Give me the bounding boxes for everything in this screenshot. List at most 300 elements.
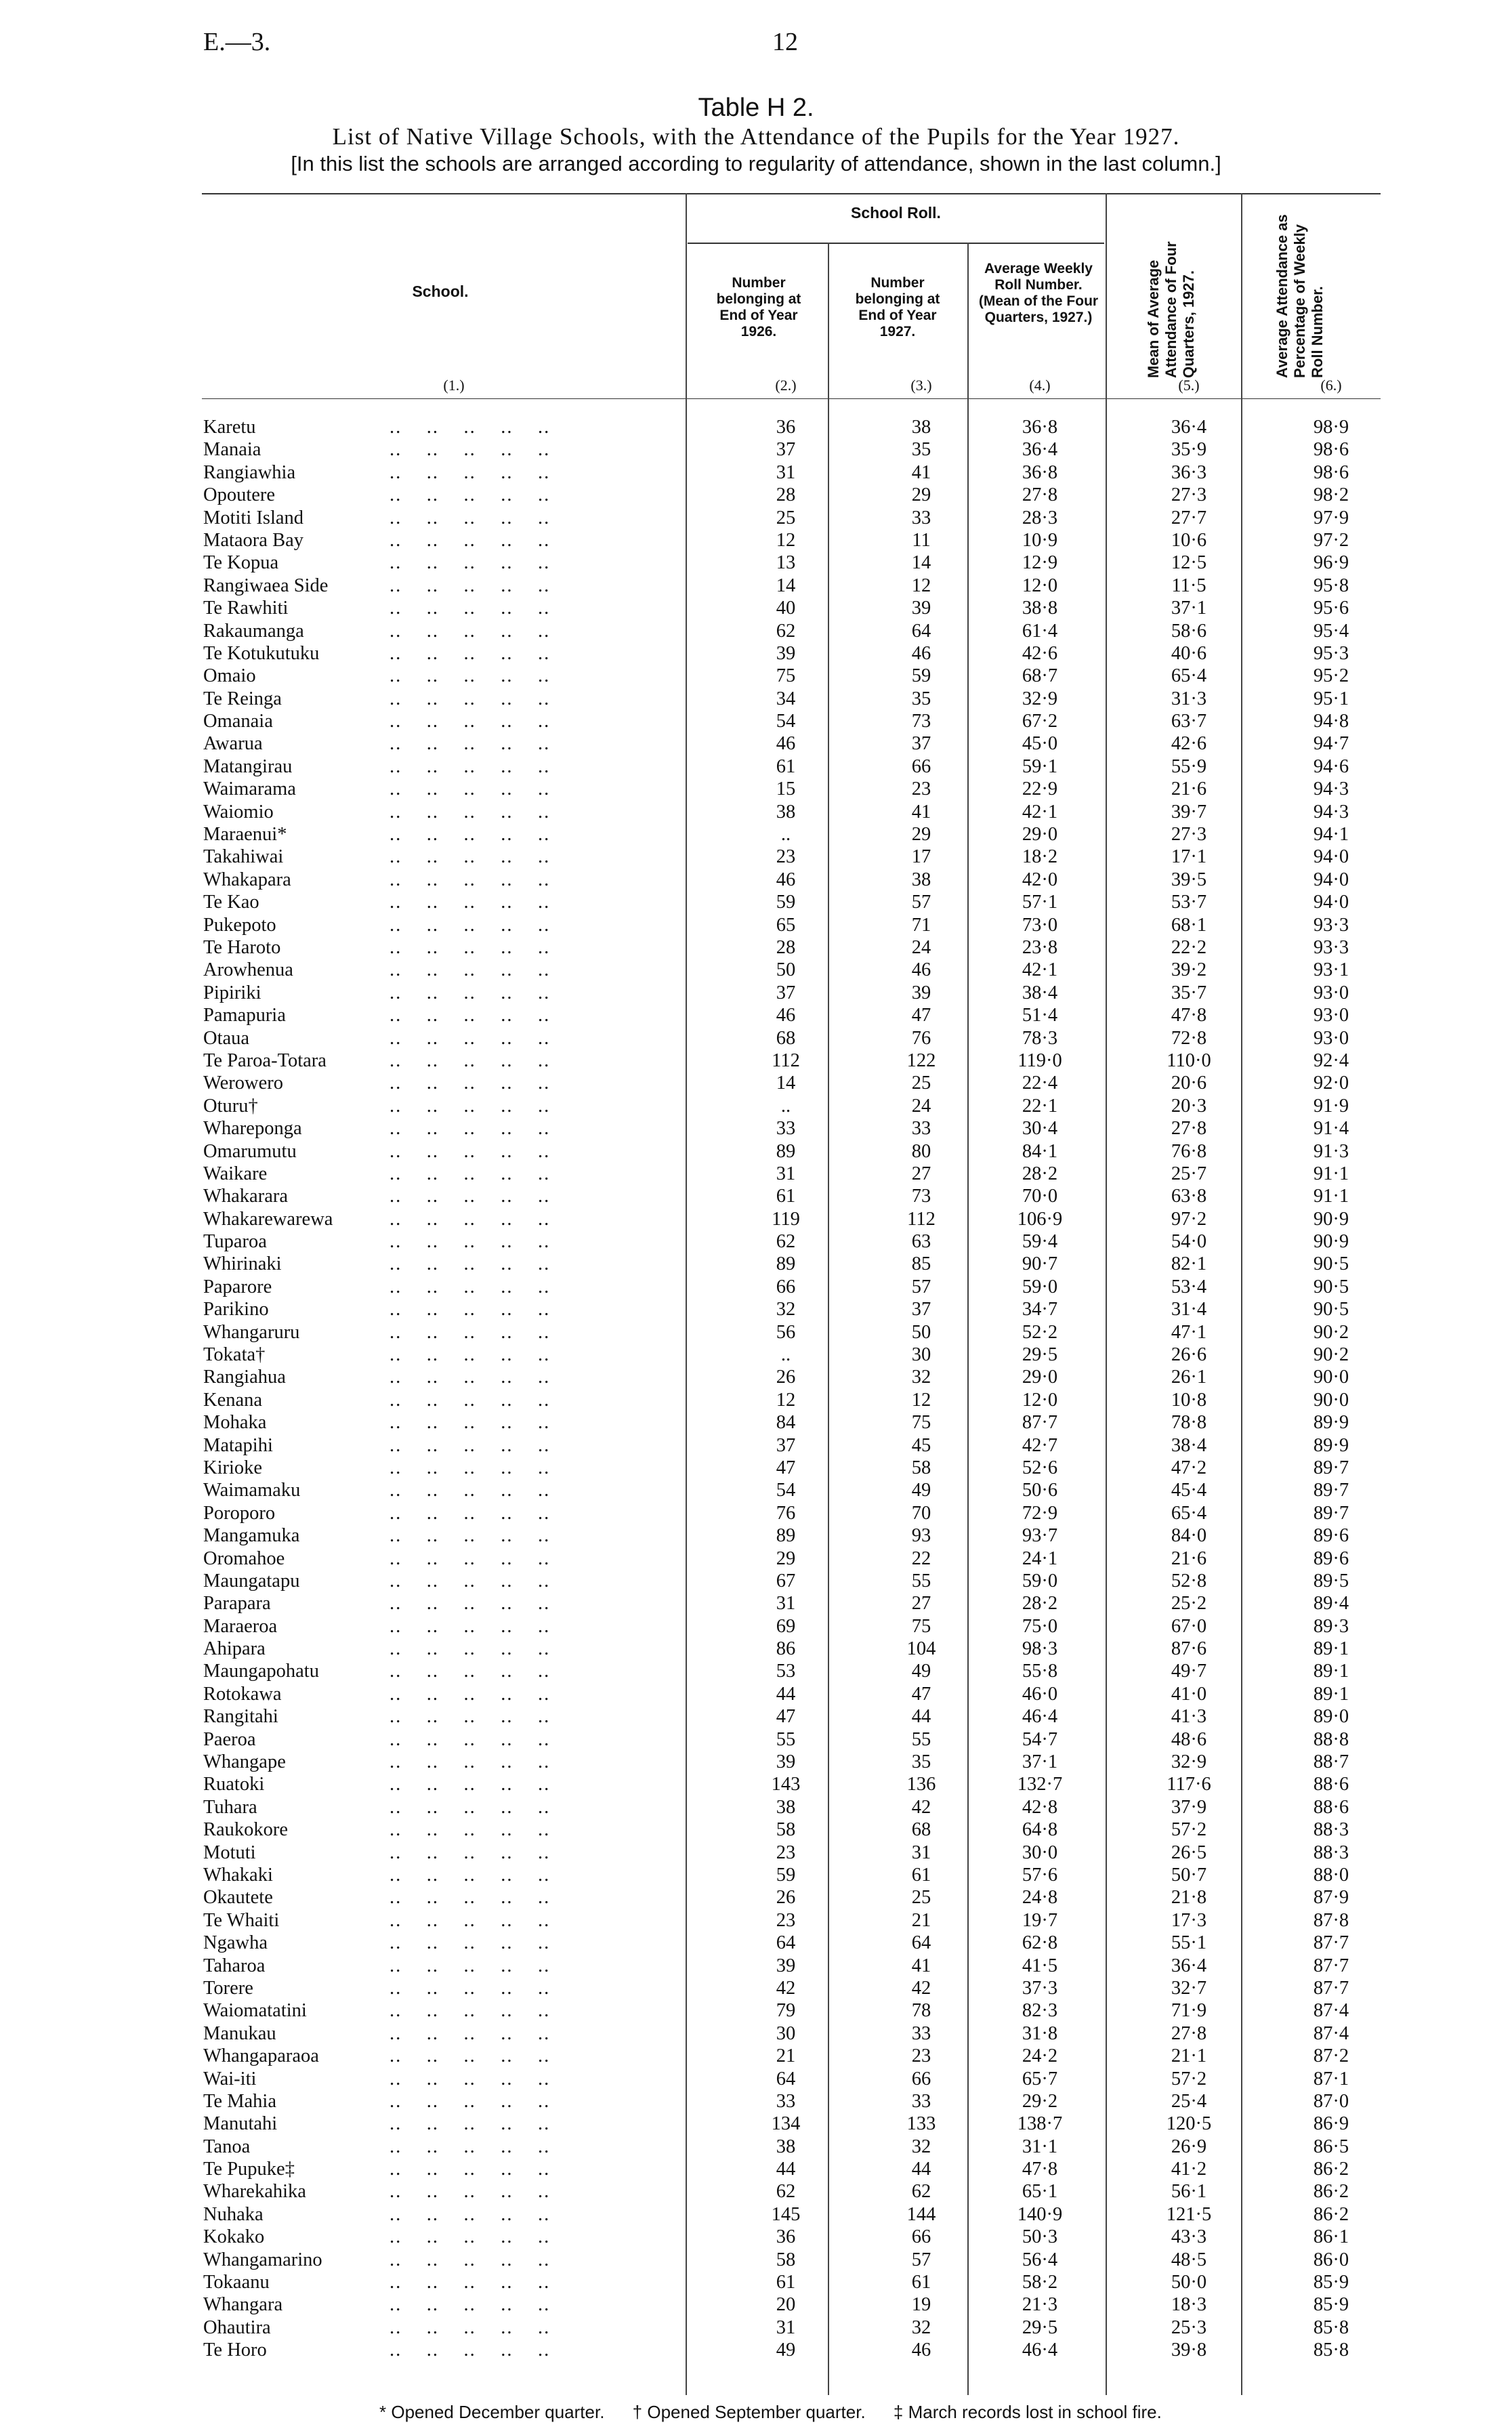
school-name: Whakaki — [203, 1865, 273, 1886]
leader-dots: .. .. .. .. .. — [390, 1819, 551, 1841]
attendance-percentage: 95·8 — [1313, 575, 1349, 596]
avg-weekly-roll: 41·5 — [1022, 1955, 1058, 1976]
mean-attendance: 65·4 — [1171, 665, 1207, 687]
school-name: Te Haroto — [203, 936, 281, 958]
leader-dots: .. .. .. .. .. — [390, 711, 551, 732]
mean-attendance: 12·5 — [1171, 552, 1207, 574]
table-row — [0, 756, 1512, 778]
school-name: Takahiwai — [203, 846, 284, 868]
footnotes — [379, 2402, 1185, 2423]
roll-1927: 33 — [911, 1118, 931, 1140]
mean-attendance: 72·8 — [1171, 1027, 1207, 1049]
school-name: Taharoa — [203, 1955, 266, 1976]
table-row — [0, 1457, 1512, 1480]
avg-weekly-roll: 36·8 — [1022, 461, 1058, 483]
table-row — [0, 439, 1512, 461]
roll-1926: 54 — [776, 1480, 796, 1501]
avg-weekly-roll: 42·0 — [1022, 869, 1058, 890]
school-name: Whakapara — [203, 869, 291, 890]
table-row — [0, 552, 1512, 575]
leader-dots: .. .. .. .. .. — [390, 1525, 551, 1547]
table-row — [0, 665, 1512, 688]
roll-1927: 47 — [911, 1683, 931, 1705]
mean-attendance: 25·2 — [1171, 1593, 1207, 1615]
mean-attendance: 55·1 — [1171, 1932, 1207, 1954]
leader-dots: .. .. .. .. .. — [390, 1027, 551, 1049]
attendance-percentage: 90·5 — [1313, 1276, 1349, 1297]
mean-attendance: 35·7 — [1171, 982, 1207, 1003]
school-name: Omaio — [203, 665, 256, 687]
attendance-percentage: 94·6 — [1313, 755, 1349, 777]
mean-attendance: 21·1 — [1171, 2045, 1207, 2067]
table-row — [0, 711, 1512, 733]
leader-dots: .. .. .. .. .. — [390, 2226, 551, 2248]
roll-1926: 23 — [776, 1842, 796, 1863]
roll-1926: 32 — [776, 1299, 796, 1321]
school-name: Omarumutu — [203, 1140, 297, 1162]
attendance-percentage: 89·6 — [1313, 1547, 1349, 1569]
attendance-percentage: 90·5 — [1313, 1253, 1349, 1275]
avg-weekly-roll: 90·7 — [1022, 1253, 1058, 1275]
attendance-percentage: 87·7 — [1313, 1977, 1349, 1999]
leader-dots: .. .. .. .. .. — [390, 1728, 551, 1750]
roll-1927: 133 — [906, 2113, 936, 2135]
table-row — [0, 1706, 1512, 1728]
roll-1927: 66 — [911, 2226, 931, 2248]
avg-weekly-roll: 10·9 — [1022, 529, 1058, 551]
school-name: Tanoa — [203, 2136, 251, 2157]
roll-1927: 61 — [911, 1865, 931, 1886]
roll-1927: 42 — [911, 1796, 931, 1818]
roll-1926: 36 — [776, 417, 796, 438]
avg-weekly-roll: 119·0 — [1017, 1049, 1062, 1071]
mean-attendance: 47·2 — [1171, 1457, 1207, 1478]
roll-1927: 57 — [911, 892, 931, 913]
attendance-percentage: 95·2 — [1313, 665, 1349, 687]
attendance-percentage: 90·2 — [1313, 1344, 1349, 1366]
avg-weekly-roll: 27·8 — [1022, 484, 1058, 506]
table-row — [0, 2000, 1512, 2022]
leader-dots: .. .. .. .. .. — [390, 801, 551, 823]
school-name: Whareponga — [203, 1118, 302, 1140]
table-row — [0, 462, 1512, 484]
mean-attendance: 25·7 — [1171, 1163, 1207, 1184]
mean-attendance: 68·1 — [1171, 914, 1207, 936]
leader-dots: .. .. .. .. .. — [390, 2090, 551, 2112]
school-name: Omanaia — [203, 711, 273, 732]
school-name: Oturu† — [203, 1095, 258, 1117]
attendance-percentage: 89·9 — [1313, 1412, 1349, 1434]
avg-weekly-roll: 46·0 — [1022, 1683, 1058, 1705]
mean-attendance: 121·5 — [1166, 2203, 1212, 2225]
roll-1926: 75 — [776, 665, 796, 687]
attendance-percentage: 88·3 — [1313, 1842, 1349, 1863]
attendance-percentage: 85·8 — [1313, 2340, 1349, 2361]
roll-1927: 25 — [911, 1887, 931, 1909]
attendance-percentage: 87·4 — [1313, 2022, 1349, 2044]
table-note: [In this list the schools are arranged according to regularity of attendance, shown in the last column.] — [291, 152, 1221, 175]
mean-attendance: 43·3 — [1171, 2226, 1207, 2248]
school-name: Tuparoa — [203, 1231, 267, 1253]
table-row — [0, 869, 1512, 892]
avg-weekly-roll: 52·6 — [1022, 1457, 1058, 1478]
roll-1926: 58 — [776, 2249, 796, 2270]
leader-dots: .. .. .. .. .. — [390, 755, 551, 777]
school-name: Rangitahi — [203, 1706, 278, 1728]
roll-1927: 70 — [911, 1502, 931, 1524]
table-row — [0, 1028, 1512, 1050]
school-name: Pamapuria — [203, 1005, 286, 1026]
avg-weekly-roll: 19·7 — [1022, 1909, 1058, 1931]
school-name: Rangiawhia — [203, 461, 296, 483]
school-name: Mataora Bay — [203, 529, 303, 551]
mean-attendance: 110·0 — [1167, 1049, 1211, 1071]
attendance-percentage: 87·7 — [1313, 1932, 1349, 1954]
table-row — [0, 1118, 1512, 1140]
roll-1927: 78 — [911, 2000, 931, 2022]
table-title: List of Native Village Schools, with the Attendance of the Pupils for the Year 1927. — [332, 123, 1180, 150]
mean-attendance: 21·6 — [1171, 1547, 1207, 1569]
attendance-percentage: 92·4 — [1313, 1049, 1349, 1071]
school-name: Oromahoe — [203, 1547, 285, 1569]
mean-attendance: 41·3 — [1171, 1706, 1207, 1728]
avg-weekly-roll: 22·4 — [1022, 1073, 1058, 1094]
attendance-percentage: 97·2 — [1313, 529, 1349, 551]
avg-weekly-roll: 29·2 — [1022, 2090, 1058, 2112]
roll-1926: 46 — [776, 733, 796, 755]
roll-1927: 93 — [911, 1525, 931, 1547]
attendance-percentage: 98·9 — [1313, 417, 1349, 438]
attendance-percentage: 97·9 — [1313, 507, 1349, 528]
school-name: Te Pupuke‡ — [203, 2159, 295, 2180]
mean-attendance: 39·5 — [1171, 869, 1207, 890]
attendance-percentage: 93·0 — [1313, 1005, 1349, 1026]
table-row — [0, 1865, 1512, 1887]
table-row — [0, 2272, 1512, 2294]
school-name: Arowhenua — [203, 959, 293, 981]
roll-1927: 27 — [911, 1593, 931, 1615]
mean-attendance: 17·3 — [1171, 1909, 1207, 1931]
leader-dots: .. .. .. .. .. — [390, 1140, 551, 1162]
roll-1926: 46 — [776, 1005, 796, 1026]
mean-attendance: 39·8 — [1171, 2340, 1207, 2361]
roll-1926: 38 — [776, 1796, 796, 1818]
roll-1926: 30 — [776, 2022, 796, 2044]
roll-1927: 73 — [911, 1186, 931, 1207]
leader-dots: .. .. .. .. .. — [390, 2136, 551, 2157]
roll-1927: 122 — [906, 1049, 936, 1071]
footnote-september: † Opened September quarter. — [632, 2402, 866, 2422]
leader-dots: .. .. .. .. .. — [390, 461, 551, 483]
avg-weekly-roll: 68·7 — [1022, 665, 1058, 687]
attendance-percentage: 87·7 — [1313, 1955, 1349, 1976]
roll-1926: 84 — [776, 1412, 796, 1434]
avg-weekly-roll: 50·3 — [1022, 2226, 1058, 2248]
leader-dots: .. .. .. .. .. — [390, 892, 551, 913]
attendance-percentage: 94·1 — [1313, 824, 1349, 846]
table-row — [0, 1887, 1512, 1909]
mean-attendance: 22·2 — [1171, 936, 1207, 958]
roll-1926: 31 — [776, 1593, 796, 1615]
attendance-percentage: 95·3 — [1313, 642, 1349, 664]
school-name: Maungapohatu — [203, 1661, 319, 1682]
avg-weekly-roll: 22·1 — [1022, 1095, 1058, 1117]
roll-1927: 19 — [911, 2294, 931, 2316]
avg-weekly-roll: 82·3 — [1022, 2000, 1058, 2022]
roll-1926: 68 — [776, 1027, 796, 1049]
roll-1927: 66 — [911, 2068, 931, 2089]
leader-dots: .. .. .. .. .. — [390, 869, 551, 890]
avg-weekly-roll: 59·1 — [1022, 755, 1058, 777]
mean-attendance: 20·6 — [1171, 1073, 1207, 1094]
roll-1927: 85 — [911, 1253, 931, 1275]
roll-1927: 39 — [911, 598, 931, 619]
attendance-percentage: 85·9 — [1313, 2294, 1349, 2316]
attendance-percentage: 94·3 — [1313, 801, 1349, 823]
mean-attendance: 39·7 — [1171, 801, 1207, 823]
roll-1927: 38 — [911, 869, 931, 890]
avg-weekly-roll: 42·8 — [1022, 1796, 1058, 1818]
attendance-percentage: 88·6 — [1313, 1796, 1349, 1818]
roll-1927: 59 — [911, 665, 931, 687]
avg-weekly-roll: 56·4 — [1022, 2249, 1058, 2270]
roll-1926: 86 — [776, 1638, 796, 1660]
roll-1926: 23 — [776, 1909, 796, 1931]
attendance-percentage: 87·9 — [1313, 1887, 1349, 1909]
avg-weekly-roll: 46·4 — [1022, 1706, 1058, 1728]
table-id: Table H 2. — [698, 93, 814, 122]
mean-attendance: 36·4 — [1171, 1955, 1207, 1976]
mean-attendance: 65·4 — [1171, 1502, 1207, 1524]
leader-dots: .. .. .. .. .. — [390, 1276, 551, 1297]
roll-1927: 21 — [911, 1909, 931, 1931]
avg-weekly-roll: 29·5 — [1022, 2316, 1058, 2338]
mean-attendance: 27·7 — [1171, 507, 1207, 528]
school-name: Karetu — [203, 417, 256, 438]
mean-attendance: 78·8 — [1171, 1412, 1207, 1434]
mean-attendance: 39·2 — [1171, 959, 1207, 981]
attendance-percentage: 87·8 — [1313, 1909, 1349, 1931]
roll-1926: .. — [780, 824, 791, 846]
roll-1926: 89 — [776, 1253, 796, 1275]
table-row — [0, 1412, 1512, 1434]
mean-attendance: 36·4 — [1171, 417, 1207, 438]
table-row — [0, 1571, 1512, 1593]
school-name: Kirioke — [203, 1457, 263, 1478]
table-row — [0, 2113, 1512, 2136]
attendance-percentage: 94·8 — [1313, 711, 1349, 732]
roll-1926: 55 — [776, 1728, 796, 1750]
roll-1926: 26 — [776, 1887, 796, 1909]
school-name: Parikino — [203, 1299, 269, 1321]
mean-attendance: 120·5 — [1166, 2113, 1212, 2135]
roll-1926: 62 — [776, 620, 796, 642]
leader-dots: .. .. .. .. .. — [390, 552, 551, 574]
roll-1927: 11 — [912, 529, 931, 551]
attendance-percentage: 95·4 — [1313, 620, 1349, 642]
table-row — [0, 1616, 1512, 1638]
mean-attendance: 37·1 — [1171, 598, 1207, 619]
avg-weekly-roll: 24·1 — [1022, 1547, 1058, 1569]
table-row — [0, 1141, 1512, 1163]
roll-1927: 38 — [911, 417, 931, 438]
attendance-percentage: 90·5 — [1313, 1299, 1349, 1321]
avg-weekly-roll: 34·7 — [1022, 1299, 1058, 1321]
table-row — [0, 1050, 1512, 1073]
attendance-percentage: 85·8 — [1313, 2316, 1349, 2338]
roll-1926: 28 — [776, 484, 796, 506]
roll-1927: 80 — [911, 1140, 931, 1162]
avg-weekly-roll: 42·7 — [1022, 1434, 1058, 1456]
attendance-percentage: 93·3 — [1313, 936, 1349, 958]
roll-1927: 44 — [911, 2159, 931, 2180]
school-name: Motiti Island — [203, 507, 304, 528]
attendance-percentage: 91·3 — [1313, 1140, 1349, 1162]
avg-weekly-roll: 45·0 — [1022, 733, 1058, 755]
footnote-december: * Opened December quarter. — [379, 2402, 605, 2422]
leader-dots: .. .. .. .. .. — [390, 2022, 551, 2044]
leader-dots: .. .. .. .. .. — [390, 2000, 551, 2022]
mean-attendance: 26·1 — [1171, 1367, 1207, 1388]
attendance-percentage: 86·0 — [1313, 2249, 1349, 2270]
roll-1926: 37 — [776, 1434, 796, 1456]
mean-attendance: 117·6 — [1167, 1774, 1211, 1795]
leader-dots: .. .. .. .. .. — [390, 575, 551, 596]
school-name: Motuti — [203, 1842, 256, 1863]
col-header-avg-weekly-roll: Average Weekly Roll Number. (Mean of the Four Quarters, 1927.) — [978, 261, 1099, 325]
roll-1926: 58 — [776, 1819, 796, 1841]
school-name: Ruatoki — [203, 1774, 265, 1795]
leader-dots: .. .. .. .. .. — [390, 1434, 551, 1456]
roll-1927: 44 — [911, 1706, 931, 1728]
leader-dots: .. .. .. .. .. — [390, 665, 551, 687]
attendance-percentage: 89·9 — [1313, 1434, 1349, 1456]
roll-1926: 14 — [776, 1073, 796, 1094]
table-row — [0, 1276, 1512, 1299]
mean-attendance: 57·2 — [1171, 2068, 1207, 2089]
avg-weekly-roll: 12·9 — [1022, 552, 1058, 574]
roll-1926: 31 — [776, 461, 796, 483]
mean-attendance: 49·7 — [1171, 1661, 1207, 1682]
leader-dots: .. .. .. .. .. — [390, 1570, 551, 1592]
mean-attendance: 26·6 — [1171, 1344, 1207, 1366]
school-name: Maraenui* — [203, 824, 287, 846]
attendance-percentage: 88·7 — [1313, 1751, 1349, 1773]
roll-1926: 89 — [776, 1140, 796, 1162]
leader-dots: .. .. .. .. .. — [390, 1344, 551, 1366]
attendance-percentage: 90·9 — [1313, 1231, 1349, 1253]
avg-weekly-roll: 29·0 — [1022, 824, 1058, 846]
roll-1927: 32 — [911, 2316, 931, 2338]
roll-1927: 144 — [906, 2203, 936, 2225]
roll-1926: 76 — [776, 1502, 796, 1524]
avg-weekly-roll: 65·7 — [1022, 2068, 1058, 2089]
roll-1927: 17 — [911, 846, 931, 868]
roll-1927: 50 — [911, 1321, 931, 1343]
school-name: Tokaanu — [203, 2272, 270, 2293]
roll-1927: 41 — [911, 461, 931, 483]
table-row — [0, 1390, 1512, 1412]
roll-1927: 24 — [911, 1095, 931, 1117]
table-row — [0, 1367, 1512, 1389]
table-row — [0, 1661, 1512, 1683]
roll-1926: 33 — [776, 1118, 796, 1140]
avg-weekly-roll: 47·8 — [1022, 2159, 1058, 2180]
leader-dots: .. .. .. .. .. — [390, 1321, 551, 1343]
leader-dots: .. .. .. .. .. — [390, 1909, 551, 1931]
school-name: Te Rawhiti — [203, 598, 289, 619]
leader-dots: .. .. .. .. .. — [390, 914, 551, 936]
school-name: Wai-iti — [203, 2068, 257, 2089]
roll-1927: 33 — [911, 2090, 931, 2112]
roll-1927: 29 — [911, 824, 931, 846]
roll-1927: 23 — [911, 778, 931, 800]
table-body — [0, 417, 1512, 2363]
roll-1927: 49 — [911, 1480, 931, 1501]
school-name: Te Kopua — [203, 552, 279, 574]
attendance-percentage: 96·9 — [1313, 552, 1349, 574]
roll-1927: 58 — [911, 1457, 931, 1478]
roll-1926: 12 — [776, 1389, 796, 1411]
leader-dots: .. .. .. .. .. — [390, 1389, 551, 1411]
table-row — [0, 1819, 1512, 1842]
roll-1926: 46 — [776, 869, 796, 890]
school-name: Mangamuka — [203, 1525, 300, 1547]
school-roll-header: School Roll. — [851, 204, 941, 222]
leader-dots: .. .. .. .. .. — [390, 733, 551, 755]
avg-weekly-roll: 57·6 — [1022, 1865, 1058, 1886]
roll-1927: 12 — [911, 1389, 931, 1411]
school-name: Torere — [203, 1977, 253, 1999]
roll-1926: 49 — [776, 2340, 796, 2361]
school-name: Kokako — [203, 2226, 265, 2248]
mean-attendance: 67·0 — [1171, 1615, 1207, 1637]
school-name: Waimamaku — [203, 1480, 301, 1501]
roll-1927: 31 — [911, 1842, 931, 1863]
roll-1926: 61 — [776, 1186, 796, 1207]
attendance-percentage: 90·9 — [1313, 1208, 1349, 1230]
school-name: Tuhara — [203, 1796, 257, 1818]
table-row — [0, 2340, 1512, 2362]
mean-attendance: 31·4 — [1171, 1299, 1207, 1321]
mean-attendance: 18·3 — [1171, 2294, 1207, 2316]
roll-1926: 31 — [776, 2316, 796, 2338]
roll-1927: 112 — [907, 1208, 936, 1230]
roll-1926: 38 — [776, 2136, 796, 2157]
school-name: Poroporo — [203, 1502, 276, 1524]
school-name: Whirinaki — [203, 1253, 282, 1275]
mean-attendance: 50·0 — [1171, 2272, 1207, 2293]
roll-1926: 14 — [776, 575, 796, 596]
roll-1927: 37 — [911, 733, 931, 755]
col-header-mean-attendance: Mean of Average Attendance of Four Quarters, 1927. — [1145, 241, 1197, 378]
school-name: Manutahi — [203, 2113, 278, 2135]
attendance-percentage: 95·1 — [1313, 688, 1349, 709]
roll-1926: 12 — [776, 529, 796, 551]
table-row — [0, 2294, 1512, 2316]
col-header-attendance-percentage: Average Attendance as Percentage of Weekly Roll Number. — [1274, 214, 1326, 378]
leader-dots: .. .. .. .. .. — [390, 2316, 551, 2338]
table-row — [0, 417, 1512, 439]
leader-dots: .. .. .. .. .. — [390, 484, 551, 506]
table-row — [0, 1751, 1512, 1774]
school-name: Parapara — [203, 1593, 271, 1615]
mean-attendance: 27·3 — [1171, 824, 1207, 846]
leader-dots: .. .. .. .. .. — [390, 2181, 551, 2203]
table-row — [0, 1503, 1512, 1525]
roll-1926: 59 — [776, 1865, 796, 1886]
school-name: Pipiriki — [203, 982, 261, 1003]
